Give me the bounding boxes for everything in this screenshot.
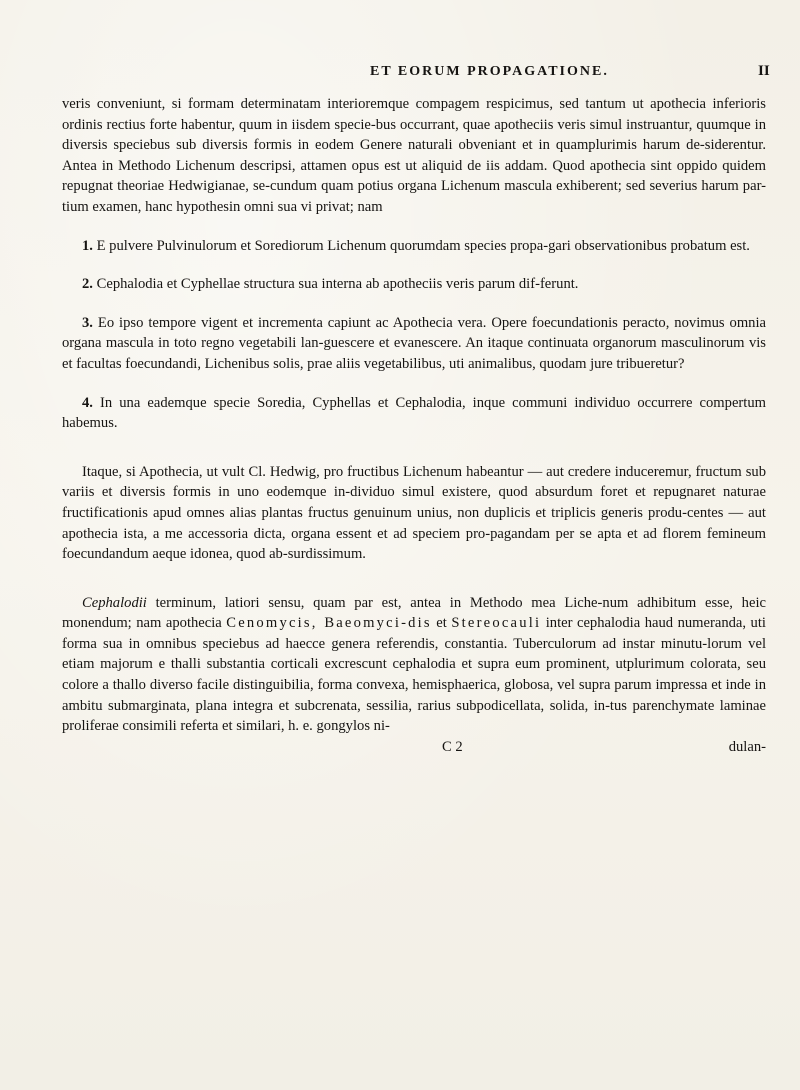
signature-mark: C 2 — [442, 738, 463, 755]
item-text: In una eademque specie Soredia, Cyphellas et Cephalodia, inque communi individuo occurrere compertum habemus. — [62, 394, 766, 432]
item-number: 2. — [82, 276, 93, 293]
page-number: II — [758, 63, 770, 79]
conjunction: et — [436, 615, 447, 632]
genus-names: Cenomycis, Baeomyci-dis — [226, 615, 432, 632]
running-head — [0, 64, 800, 88]
list-item-4 — [62, 393, 766, 434]
paragraph-itaque: Itaque, si Apothecia, ut vult Cl. Hedwig, pro fructibus Lichenum habeantur — aut credere induceremur, fructum sub variis et diversis formis in uno eodemque in-dividuo simul existere, quod absurdum foret et repugnaret naturae fructificationis apud omnes alias plantas fructus genuinum unius, non duplicis et triplicis generis produ-centes — aut apothecia ista, a me accessoria dicta, organa essent et ad speciem pro-pagandam per se apta et ad florem femineum foecundandum aeque idonea, quod ab-surdissimum. — [62, 463, 766, 563]
genus-name-stereocaulon: Stereocauli — [451, 615, 542, 632]
item-text: E pulvere Pulvinulorum et Sorediorum Lichenum quorumdam species propa-gari observationibus probatum est. — [96, 237, 750, 254]
list-item-1 — [62, 236, 766, 257]
body-text — [62, 94, 766, 757]
paragraph-text: terminum, latiori sensu, quam par est, antea in Methodo mea Liche-num adhibitum esse, heic monendum; nam apothecia — [62, 594, 766, 632]
list-item-2 — [62, 274, 766, 295]
item-number: 3. — [82, 314, 93, 331]
item-text: Eo ipso tempore vigent et incrementa capiunt ac Apothecia vera. Opere foecundationis peracto, novimus omnia organa mascula in toto regno vegetabili lan-guescere et evanescere. An itaque continuata organorum masculinorum vis et facultas foecundandi, Lichenibus solis, prae aliis vegetabilibus, uti animalibus, quodam jure tribueretur? — [62, 314, 766, 372]
running-title: ET EORUM PROPAGATIONE. — [370, 64, 609, 79]
catchword: dulan- — [728, 738, 766, 755]
paragraph-cephalodii — [62, 593, 766, 737]
item-number: 4. — [82, 394, 93, 411]
paragraph-opening: veris conveniunt, si formam determinatam interioremque compagem respicimus, sed tantum ut apothecia inferioris ordinis rectius forte habentur, quum in iisdem specie-bus occurrant, quae apotheciis veris simul instruantur, quumque in diversis speciebus sub diversis formis in eodem Genere naturali obveniant et in quamplurimis harum de-siderentur. Antea in Methodo Lichenum descripsi, attamen opus est ut aliquid de iis addam. Quod apothecia sint oppido quidem repugnat theoriae Hedwigianae, se-cundum quam potius organa Lichenum mascula exhiberent; sed severius harum par-tium examen, hanc hypothesin omni sua vi privat; nam — [62, 96, 766, 215]
cephalodii-term: Cephalodii — [82, 594, 147, 611]
page-footer — [62, 737, 766, 757]
paragraph-text: inter cephalodia haud numeranda, uti forma sua in omnibus speciebus ad haecce genera referendis, constantia. Tuberculorum ad instar minutu-lorum vel etiam majorum e thalli substantia corticali excrescunt cephalodia et supra eum prominent, utplurimum colorata, seu colore a thallo diverso facile distinguibilia, forma convexa, hemisphaerica, globosa, vel supra parum impressa et inde in ambitu submarginata, plana integra et subcrenata, sessilia, rarius subpodicellata, solida, in-tus parenchymate laminae proliferae consimili referta et similari, h. e. gongylos ni- — [62, 615, 766, 735]
list-item-3 — [62, 313, 766, 375]
item-number: 1. — [82, 237, 93, 254]
item-text: Cephalodia et Cyphellae structura sua interna ab apotheciis veris parum dif-ferunt. — [96, 276, 579, 293]
